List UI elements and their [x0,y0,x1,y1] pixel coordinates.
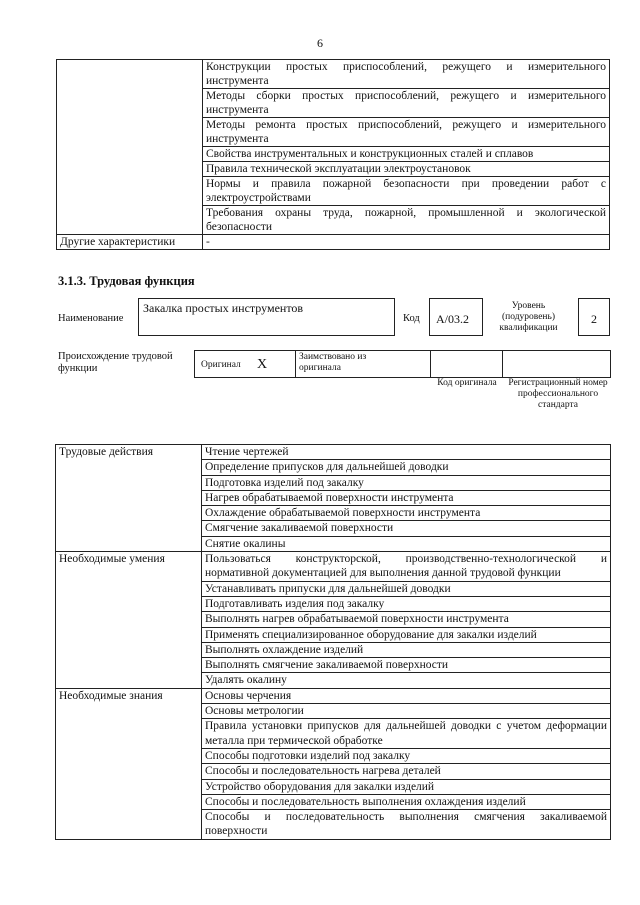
skills-label: Необходимые умения [56,552,202,689]
table-cell: Требования охраны труда, пожарной, промышленной и экологической безопасности [203,206,610,235]
origin-label: Происхождение трудовой функции [58,351,173,374]
table-row [56,445,611,460]
origin-code-caption: Код оригинала [437,378,497,388]
section-title: 3.1.3. Трудовая функция [58,274,195,288]
level-label: Уровень (подуровень) квалификации [499,301,558,333]
table-cell: Устанавливать припуски для дальнейшей доводки [202,581,611,596]
table-row [57,235,610,250]
original-mark: X [257,357,268,372]
other-characteristics-label: Другие характеристики [57,235,203,250]
level-value: 2 [591,312,597,326]
table-cell: Устройство оборудования для закалки изделий [202,779,611,794]
knowledge-label: Необходимые знания [56,688,202,839]
borrowed-box [295,350,431,378]
original-label: Оригинал [201,360,241,370]
code-value: А/03.2 [436,312,469,326]
borrowed-label: Заимствовано из оригинала [299,352,367,373]
table-cell: Способы и последовательность выполнения смягчения закаливаемой поверхности [202,810,611,840]
empty-label-cell [57,60,203,235]
table-cell: Основы черчения [202,688,611,703]
table-row [57,60,610,89]
level-box [578,298,610,336]
labor-actions-label: Трудовые действия [56,445,202,552]
table-cell: Нормы и правила пожарной безопасности при проведении работ с электроустройствами [203,177,610,206]
labor-function-table [55,444,611,840]
table-cell: Определение припусков для дальнейшей доводки [202,460,611,475]
table-cell: Удалять окалину [202,673,611,688]
table-cell: Охлаждение обрабатываемой поверхности инструмента [202,506,611,521]
table-cell: Подготавливать изделия под закалку [202,596,611,611]
page-number: 6 [317,36,323,50]
table-cell: Основы метрологии [202,704,611,719]
table-cell: Методы ремонта простых приспособлений, режущего и измерительного инструмента [203,118,610,147]
table-cell: Применять специализированное оборудование для закалки изделий [202,627,611,642]
table-cell: Выполнять охлаждение изделий [202,642,611,657]
table-cell: Пользоваться конструкторской, производственно-технологической и нормативной документацией для выполнения данной трудовой функции [202,552,611,582]
table-cell: Подготовка изделий под закалку [202,475,611,490]
table-cell: Правила технической эксплуатации электроустановок [203,162,610,177]
function-name-box [138,298,395,336]
code-label: Код [403,313,420,324]
registration-number-box [502,350,611,378]
table-cell: Правила установки припусков для дальнейшей доводки с учетом деформации металла при термической обработке [202,719,611,749]
name-label: Наименование [58,313,124,324]
table-cell: Методы сборки простых приспособлений, режущего и измерительного инструмента [203,89,610,118]
table-cell: Способы и последовательность выполнения охлаждения изделий [202,794,611,809]
table-cell: Нагрев обрабатываемой поверхности инструмента [202,490,611,505]
table-cell: Выполнять нагрев обрабатываемой поверхности инструмента [202,612,611,627]
function-name-value: Закалка простых инструментов [143,301,304,315]
table-row [56,552,611,582]
registration-number-caption: Регистрационный номер профессионального стандарта [508,378,608,410]
original-box [194,350,296,378]
other-characteristics-value: - [203,235,610,250]
table-cell: Выполнять смягчение закаливаемой поверхности [202,658,611,673]
table-row [56,688,611,703]
table-cell: Способы подготовки изделий под закалку [202,748,611,763]
table-cell: Конструкции простых приспособлений, режущего и измерительного инструмента [203,60,610,89]
table-cell: Способы и последовательность нагрева деталей [202,764,611,779]
knowledge-continuation-table [56,59,610,250]
table-cell: Чтение чертежей [202,445,611,460]
table-cell: Смягчение закаливаемой поверхности [202,521,611,536]
origin-code-box [430,350,503,378]
code-box [429,298,483,336]
table-cell: Снятие окалины [202,536,611,551]
table-cell: Свойства инструментальных и конструкционных сталей и сплавов [203,147,610,162]
